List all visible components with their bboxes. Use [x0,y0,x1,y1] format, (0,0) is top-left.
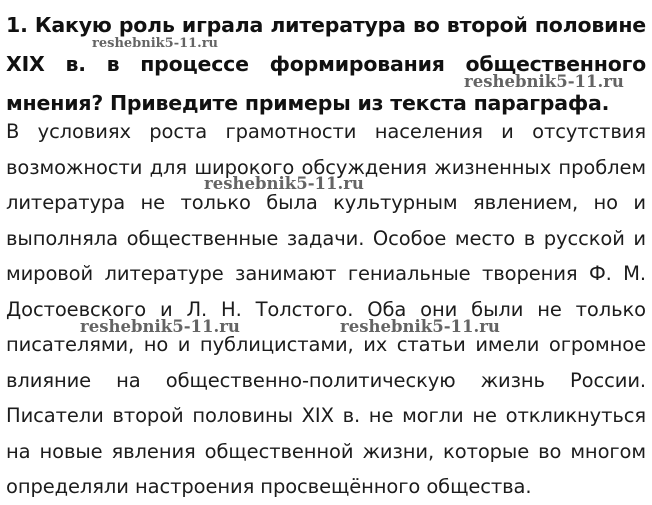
watermark: reshebnik5-11.ru [204,174,364,193]
watermark: reshebnik5-11.ru [464,72,624,91]
watermark: reshebnik5-11.ru [92,36,219,51]
question-text: 1. Какую роль играла литература во второй половине XIX в. в процессе формирования общественного мнения? Приведите примеры из текста параграфа. [6,13,646,115]
answer-text: В условиях роста грамотности населения и отсутствия возможности для широкого обсуждения жизненных проблем литература не только была культурным явлением, но и выполняла общественные задачи. Особое место в русской и мировой литературе занимают гениальные творения Ф. М. Достоевского и Л. Н. Толстого. Оба они были не только писателями, но и публицистами, их статьи имели огромное влияние на общественно-политическую жизнь России. Писатели второй половины XIX в. не могли не откликнуться на новые явления общественной жизни, которые во многом определяли настроения просвещённого общества. [6,120,646,498]
watermark: reshebnik5-11.ru [80,317,240,336]
watermark: reshebnik5-11.ru [340,317,500,336]
